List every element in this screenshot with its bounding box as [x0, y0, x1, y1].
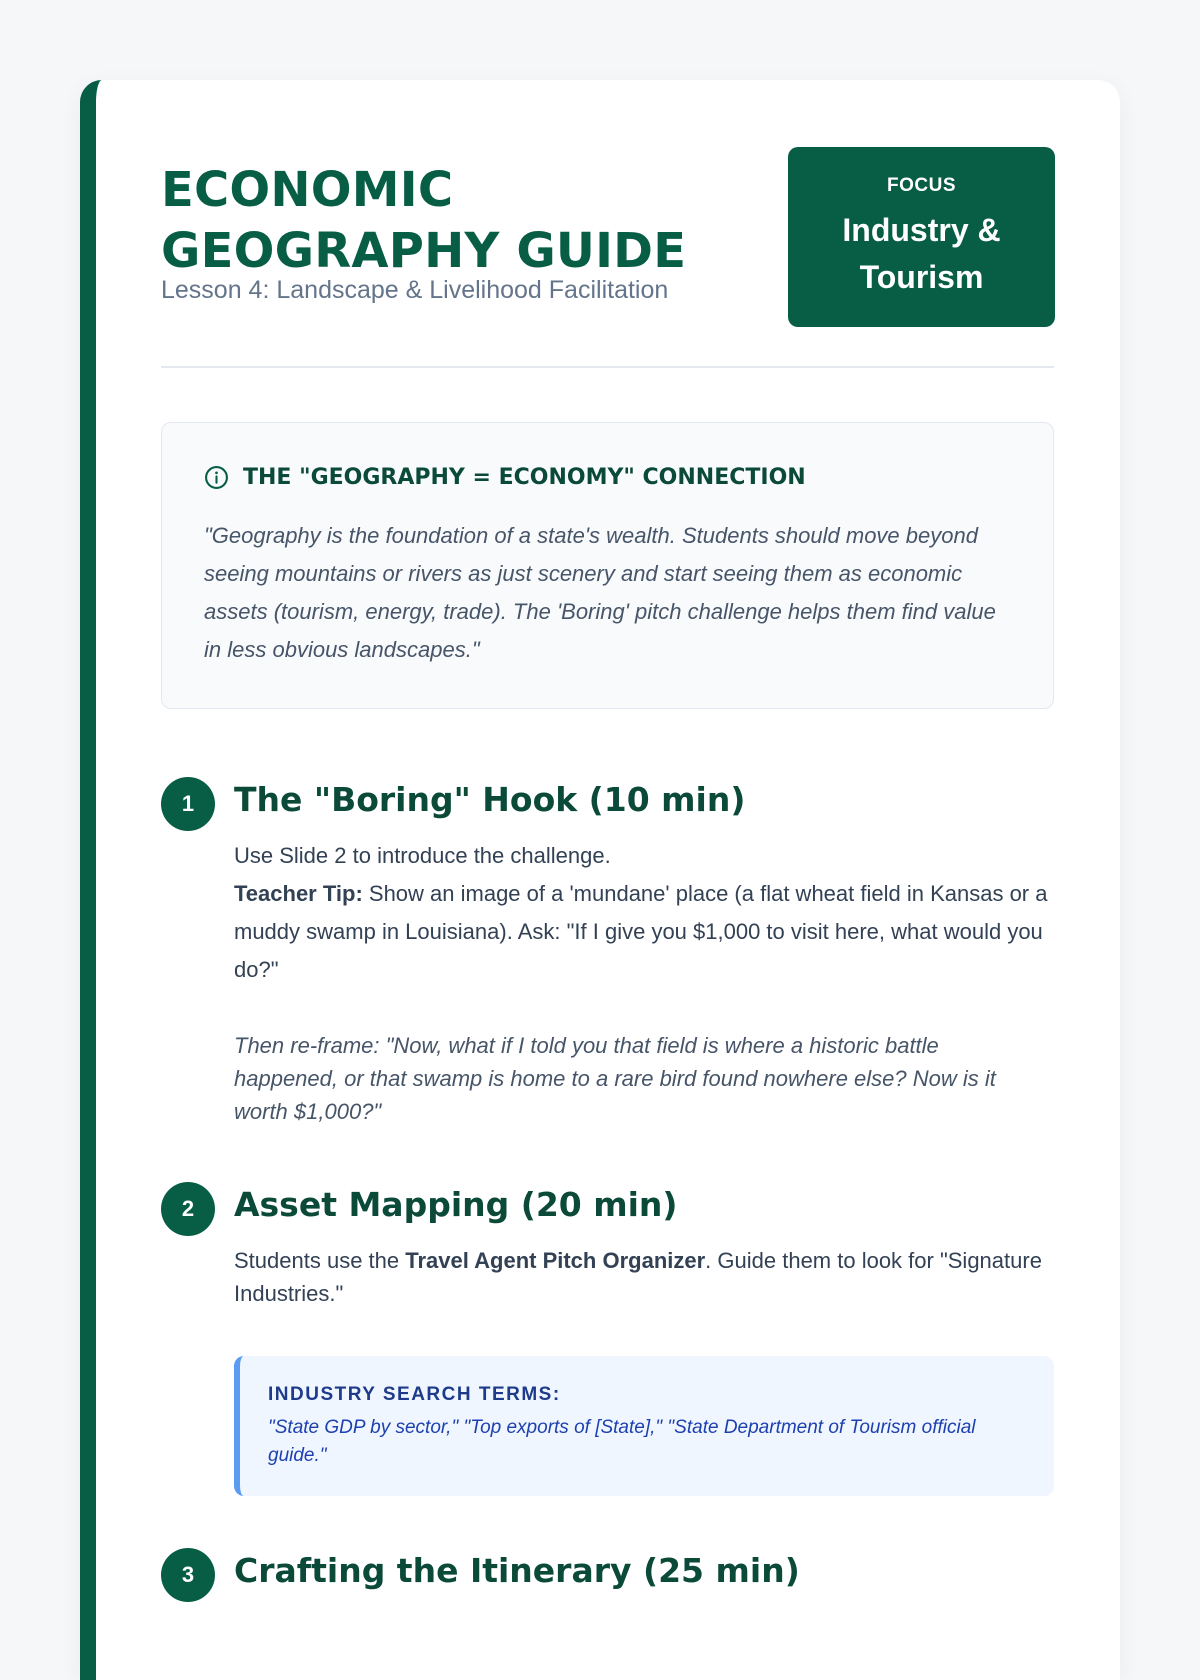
focus-value: [788, 207, 1055, 301]
step-1-reframe: Then re-frame: "Now, what if I told you that field is where a historic battle happened, or that swamp is home to a rare bird found nowhere else? Now is it worth $1,000?": [234, 1033, 996, 1124]
teacher-tip-label: Teacher Tip:: [234, 881, 363, 906]
step-number-3: 3: [161, 1548, 215, 1602]
step-number-2: 2: [161, 1182, 215, 1236]
step-number-1: 1: [161, 777, 215, 831]
info-icon: [204, 465, 229, 490]
search-terms-label: INDUSTRY SEARCH TERMS:: [268, 1384, 561, 1405]
header-divider: [161, 366, 1054, 368]
step-1-body: [234, 837, 1054, 989]
focus-value-line-1: Industry &: [842, 212, 1001, 248]
teacher-tip-text: Show an image of a 'mundane' place (a flat wheat field in Kansas or a muddy swamp in Louisiana). Ask: "If I give you $1,000 to visit here, what would you do?": [234, 881, 1048, 982]
step-title-1: The "Boring" Hook (10 min): [234, 780, 746, 819]
organizer-name: Travel Agent Pitch Organizer: [405, 1248, 706, 1273]
page-subtitle: Lesson 4: Landscape & Livelihood Facilitation: [161, 276, 669, 304]
callout-quote: "Geography is the foundation of a state's wealth. Students should move beyond seeing mountains or rivers as just scenery and start seeing them as economic assets (tourism, energy, trade). The 'Boring' pitch challenge helps them find value in less obvious landscapes.": [204, 523, 996, 662]
lesson-card: [80, 80, 1120, 1680]
step-2-body: [234, 1244, 1054, 1310]
step-title-2: Asset Mapping (20 min): [234, 1185, 678, 1224]
industry-search-terms-box: [234, 1356, 1054, 1496]
step-2-body-prefix: Students use the: [234, 1248, 406, 1273]
title-line-1: ECONOMIC: [161, 162, 454, 218]
focus-label: FOCUS: [887, 175, 956, 196]
focus-value-line-2: Tourism: [859, 259, 984, 295]
page-title: [161, 160, 686, 282]
callout-title: THE "GEOGRAPHY = ECONOMY" CONNECTION: [243, 465, 806, 490]
focus-badge: [788, 147, 1055, 327]
search-terms-text: "State GDP by sector," "Top exports of [State]," "State Department of Tourism official guide.": [268, 1417, 976, 1466]
step-1-intro: Use Slide 2 to introduce the challenge.: [234, 843, 611, 868]
callout-header: [204, 465, 806, 490]
step-title-3: Crafting the Itinerary (25 min): [234, 1551, 800, 1590]
title-line-2: GEOGRAPHY GUIDE: [161, 223, 687, 279]
connection-callout: [161, 422, 1054, 709]
step-2-body-suffix: . Guide them to look for "Signature Industries.": [234, 1248, 1042, 1306]
